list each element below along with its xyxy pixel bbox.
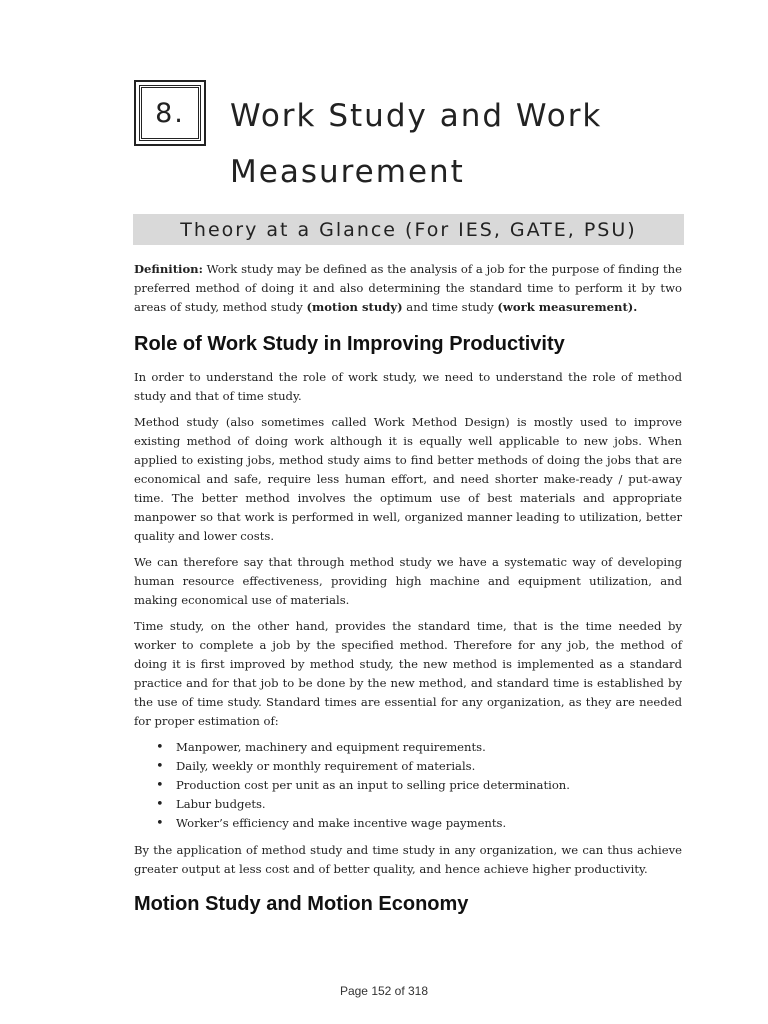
paragraph: Method study (also sometimes called Work Method Design) is mostly used to improve existing method of doing work although it is equally well applicable to new jobs. When applied to existing jobs, method study aims to find better methods of doing the jobs that are economical and safe, require less human effort, and need shorter make-ready / put-away time. The better method involves the optimum use of best materials and appropriate manpower so that work is performed in well, organized manner leading to utilization, better quality and lower costs. xyxy=(134,415,682,543)
paragraph: We can therefore say that through method study we have a systematic way of developing human resource effectiveness, providing high machine and equipment utilization, and making economical use of materials. xyxy=(134,555,682,607)
theory-banner: Theory at a Glance (For IES, GATE, PSU) xyxy=(133,214,684,245)
paragraph: Time study, on the other hand, provides the standard time, that is the time needed by worker to complete a job by the specified method. Therefore for any job, the method of doing it is first improved by method study, the new method is implemented as a standard practice and for that job to be done by the new method, and standard time is established by the use of time study. Standard times are essential for any organization, as they are needed for proper estimation of: xyxy=(134,619,682,728)
estimation-list xyxy=(134,738,682,833)
definition-paragraph xyxy=(134,260,682,317)
section-heading-role: Role of Work Study in Improving Productivity xyxy=(134,333,565,355)
list-item: • Production cost per unit as an input to selling price determination. xyxy=(176,776,682,795)
chapter-title: Work Study and Work Measurement xyxy=(230,98,603,190)
list-item: • Daily, weekly or monthly requirement of materials. xyxy=(176,757,682,776)
definition-bold-1: (motion study) xyxy=(306,300,403,314)
list-item: • Worker’s efficiency and make incentive wage payments. xyxy=(176,814,682,833)
list-item: • Labur budgets. xyxy=(176,795,682,814)
definition-text-2: and time study xyxy=(402,300,498,314)
page-number: Page 152 of 318 xyxy=(339,984,429,998)
chapter-number: 8. xyxy=(139,85,201,141)
definition-label: Definition: xyxy=(134,262,203,276)
paragraph: In order to understand the role of work study, we need to understand the role of method study and that of time study. xyxy=(134,370,682,403)
section-heading-motion-study: Motion Study and Motion Economy xyxy=(134,893,469,915)
list-item: • Manpower, machinery and equipment requirements. xyxy=(176,738,682,757)
closing-paragraph: By the application of method study and time study in any organization, we can thus achieve greater output at less cost and of better quality, and hence achieve higher productivity. xyxy=(134,843,682,876)
definition-bold-2: (work measurement). xyxy=(497,300,638,314)
definition-text-1: Work study may be defined as the analysis of a job for the purpose of finding the preferred method of doing it and also determining the standard time to perform it by two areas of study, method study xyxy=(134,262,682,314)
chapter-number-box xyxy=(134,80,206,146)
page-content xyxy=(134,260,682,928)
